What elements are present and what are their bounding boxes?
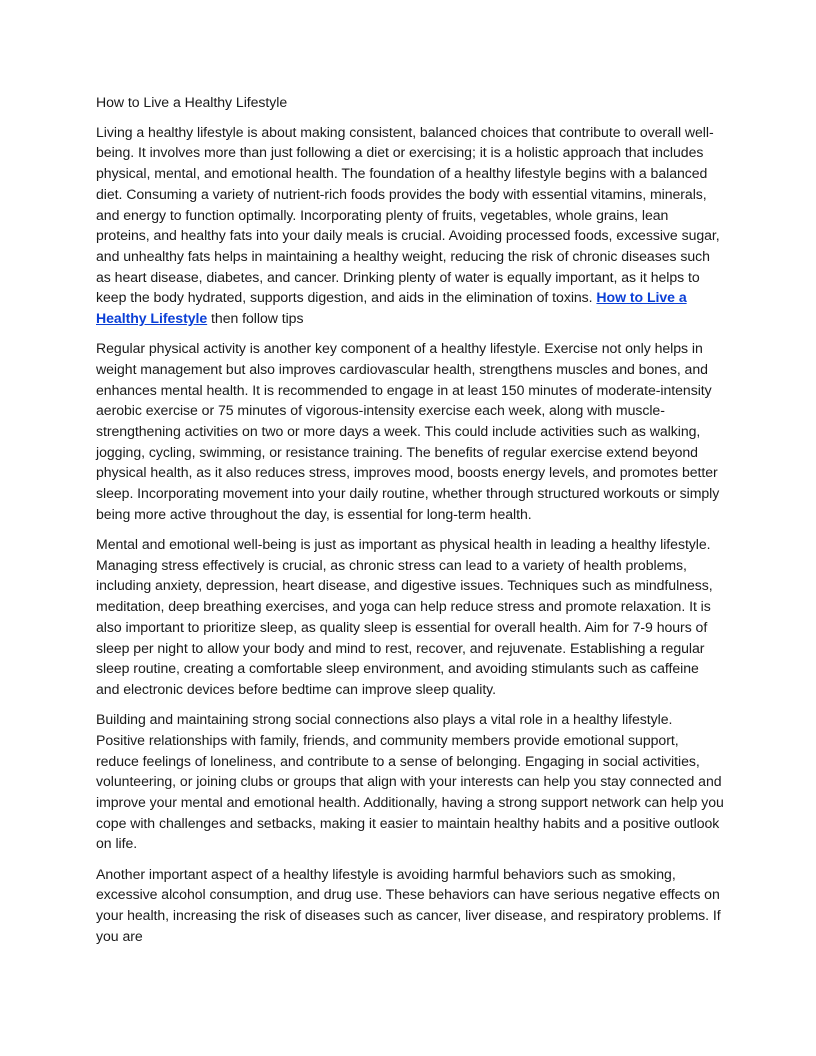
paragraph-exercise: Regular physical activity is another key component of a healthy lifestyle. Exercise not only helps in weight management but also improves cardiovascular health, strengthens muscles and bones, and enhances mental health. It is recommended to engage in at least 150 minutes of moderate-intensity aerobic exercise or 75 minutes of vigorous-intensity exercise each week, along with muscle-strengthening activities on two or more days a week. This could include activities such as walking, jogging, cycling, swimming, or resistance training. The benefits of regular exercise extend beyond physical health, as it also reduces stress, improves mood, boosts energy levels, and promotes better sleep. Incorporating movement into your daily routine, whether through structured workouts or simply being more active throughout the day, is essential for long-term health. [96,340,720,522]
paragraph-harmful-behaviors: Another important aspect of a healthy lifestyle is avoiding harmful behaviors such as smoking, excessive alcohol consumption, and drug use. These behaviors can have serious negative effects on your health, increasing the risk of diseases such as cancer, liver disease, and respiratory problems. If you are [96,865,721,944]
healthy-lifestyle-link[interactable]: How to Live a Healthy Lifestyle [96,289,687,327]
document-page [96,92,724,956]
paragraph-diet-text: Living a healthy lifestyle is about making consistent, balanced choices that contribute to overall well-being. It involves more than just following a diet or exercising; it is a holistic approach that includes physical, mental, and emotional health. The foundation of a healthy lifestyle begins with a balanced diet. Consuming a variety of nutrient-rich foods provides the body with essential vitamins, minerals, and energy to function optimally. Incorporating plenty of fruits, vegetables, whole grains, lean proteins, and healthy fats into your daily meals is crucial. Avoiding processed foods, excessive sugar, and unhealthy fats helps in maintaining a healthy weight, reducing the risk of chronic diseases such as heart disease, diabetes, and cancer. Drinking plenty of water is equally important, as it helps to keep the body hydrated, supports digestion, and aids in the elimination of toxins. [96,123,720,306]
paragraph-diet [96,122,724,329]
paragraph-social-connections: Building and maintaining strong social connections also plays a vital role in a healthy lifestyle. Positive relationships with family, friends, and community members provide emotional support, reduce feelings of loneliness, and contribute to a sense of belonging. Engaging in social activities, volunteering, or joining clubs or groups that align with your interests can help you stay connected and improve your mental and emotional health. Additionally, having a strong support network can help you cope with challenges and setbacks, making it easier to maintain healthy habits and a positive outlook on life. [96,711,724,852]
document-title: How to Live a Healthy Lifestyle [96,94,288,110]
paragraph-mental-health: Mental and emotional well-being is just as important as physical health in leading a healthy lifestyle. Managing stress effectively is crucial, as chronic stress can lead to a variety of health problems, including anxiety, depression, heart disease, and digestive issues. Techniques such as mindfulness, meditation, deep breathing exercises, and yoga can help reduce stress and promote relaxation. It is also important to prioritize sleep, as quality sleep is essential for overall health. Aim for 7-9 hours of sleep per night to allow your body and mind to rest, recover, and rejuvenate. Establishing a regular sleep routine, creating a comfortable sleep environment, and avoiding stimulants such as caffeine and electronic devices before bedtime can improve sleep quality. [96,536,713,697]
paragraph-diet-text-end: then follow tips [207,310,304,327]
